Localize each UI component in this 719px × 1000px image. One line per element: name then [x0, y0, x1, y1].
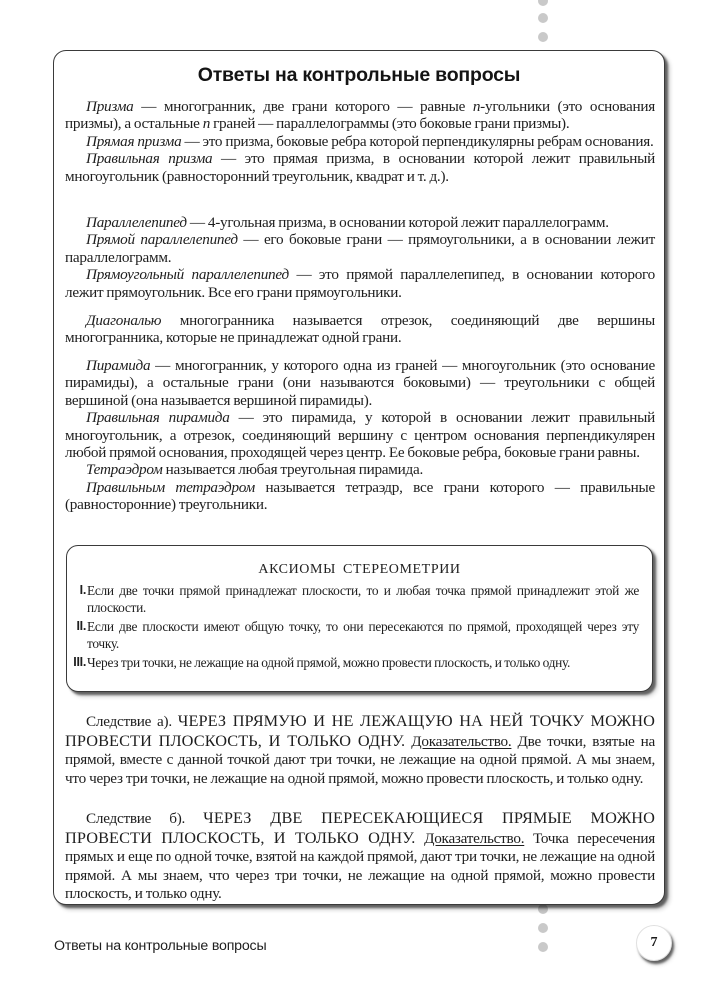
term: Правильная пирамида	[86, 409, 230, 427]
definitions-block-3	[65, 312, 655, 347]
answers-panel	[53, 50, 665, 905]
proof-text: Точка пересечения прямых и еще по одной точке, взятой на каждой прямой, дают три точки, не лежащие на одной прямой. А мы знаем, что через три точки, не лежащие на одной прямой, можно провести плоскость, и только одну.	[65, 829, 655, 903]
axiom-item-3	[73, 654, 639, 671]
corollary-label: Следствие б).	[86, 810, 204, 827]
definition-diagonal: Диагональю многогранника называется отрезок, соединяющий две вершины многогранника, которые не принадлежат одной грани.	[65, 312, 655, 347]
proof-label: Доказательство.	[424, 829, 525, 847]
definition-right-prism: Прямая призма — это призма, боковые ребра которой перпендикулярны ребрам основания.	[86, 132, 654, 150]
decor-dot-bottom-1	[538, 904, 548, 914]
axiom-text: Если две плоскости имеют общую точку, то они пересекаются по прямой, проходящей через эту точку.	[87, 619, 639, 651]
term: Параллелепипед	[86, 214, 187, 231]
definition-pyramid: Пирамида — многогранник, у которого одна из граней — многоугольник (это основание пирамиды), а остальные грани (они называются боковыми) — треугольники с общей вершиной (она называется вершиной пирамиды).	[65, 357, 655, 409]
term: Правильная призма	[86, 150, 213, 168]
definitions-block-1	[65, 98, 655, 185]
proof-text: Две точки, взятые на прямой, вместе с данной точкой дают три точки, не лежащие на одной прямой. А мы знаем, что через три точки, не лежащие на одной прямой, можно провести плоскость, и только одну.	[65, 732, 655, 787]
definition-regular-prism: Правильная призма — это прямая призма, в основании которой лежит правильный многоугольник (равносторонний треугольник, квадрат и т. д.).	[65, 150, 655, 185]
decor-dot-top-2	[538, 13, 548, 23]
term: Правильным тетраэдром	[86, 478, 255, 496]
axiom-number: I.	[79, 583, 86, 597]
term: Тетраэдром	[86, 461, 163, 479]
definition-regular-pyramid: Правильная пирамида — это пирамида, у которой в основании лежит правильный многоугольник, а отрезок, соединяющий вершину с центром основания перпендикулярен любой прямой основания, проходящей через центр. Ее боковые ребра, боковые грани равны.	[65, 409, 655, 462]
page-number: 7	[650, 935, 658, 950]
axiom-number: II.	[76, 619, 86, 633]
decor-dot-bottom-2	[538, 923, 548, 933]
decor-dot-top-1	[538, 0, 548, 6]
axiom-item-1	[79, 582, 639, 616]
term: Пирамида	[86, 357, 151, 374]
axioms-title: АКСИОМЫ СТЕРЕОМЕТРИИ	[258, 562, 461, 577]
term: Прямой параллелепипед	[86, 231, 238, 249]
definition-tetrahedron: Тетраэдром называется любая треугольная пирамида.	[86, 461, 424, 479]
term: Призма	[86, 98, 134, 115]
axiom-text: Если две точки прямой принадлежат плоскости, то и любая точка прямой принадлежит этой же плоскости.	[87, 583, 639, 615]
corollary-a	[65, 712, 655, 788]
definition-parallelepiped: Параллелепипед — 4-угольная призма, в основании которой лежит параллелограмм.	[86, 214, 609, 231]
proof-label: Доказательство.	[411, 732, 512, 750]
term: Прямая призма	[86, 132, 182, 150]
decor-dot-bottom-3	[538, 942, 548, 952]
definition-rectangular-parallelepiped: Прямоугольный параллелепипед — это прямой параллелепипед, в основании которого лежит прямоугольник. Все его грани прямоугольники.	[65, 266, 655, 301]
decor-dot-top-3	[538, 32, 548, 42]
axioms-panel	[66, 545, 653, 692]
corollary-label: Следствие а).	[86, 713, 178, 730]
term: Прямоугольный параллелепипед	[86, 266, 289, 284]
axiom-item-2	[76, 618, 639, 652]
definition-regular-tetrahedron: Правильным тетраэдром называется тетраэдр, все грани которого — правильные (равносторонние) треугольники.	[65, 478, 655, 514]
definitions-block-4	[65, 357, 655, 514]
definition-prism: Призма — многогранник, две грани которого — равные n-угольники (это основания призмы), а остальные n граней — параллелограммы (это боковые грани призмы).	[65, 98, 655, 133]
term: Диагональю	[86, 312, 162, 329]
corollary-statement: ЧЕРЕЗ ДВЕ ПЕРЕСЕКАЮЩИЕСЯ ПРЯМЫЕ МОЖНО ПРОВЕСТИ ПЛОСКОСТЬ, И ТОЛЬКО ОДНУ.	[65, 808, 655, 847]
page-number-badge	[636, 925, 672, 961]
footer-section-title: Ответы на контрольные вопросы	[54, 938, 267, 954]
axiom-number: III.	[73, 655, 86, 669]
definitions-block-2	[65, 214, 655, 301]
page-title: Ответы на контрольные вопросы	[197, 64, 521, 86]
corollary-statement: ЧЕРЕЗ ПРЯМУЮ И НЕ ЛЕЖАЩУЮ НА НЕЙ ТОЧКУ МОЖНО ПРОВЕСТИ ПЛОСКОСТЬ, И ТОЛЬКО ОДНУ.	[65, 711, 655, 750]
corollary-b	[65, 809, 655, 904]
axiom-text: Через три точки, не лежащие на одной прямой, можно провести плоскость, и только одну.	[87, 655, 571, 670]
definition-right-parallelepiped: Прямой параллелепипед — его боковые грани — прямоугольники, а в основании лежит параллелограмм.	[65, 231, 655, 266]
